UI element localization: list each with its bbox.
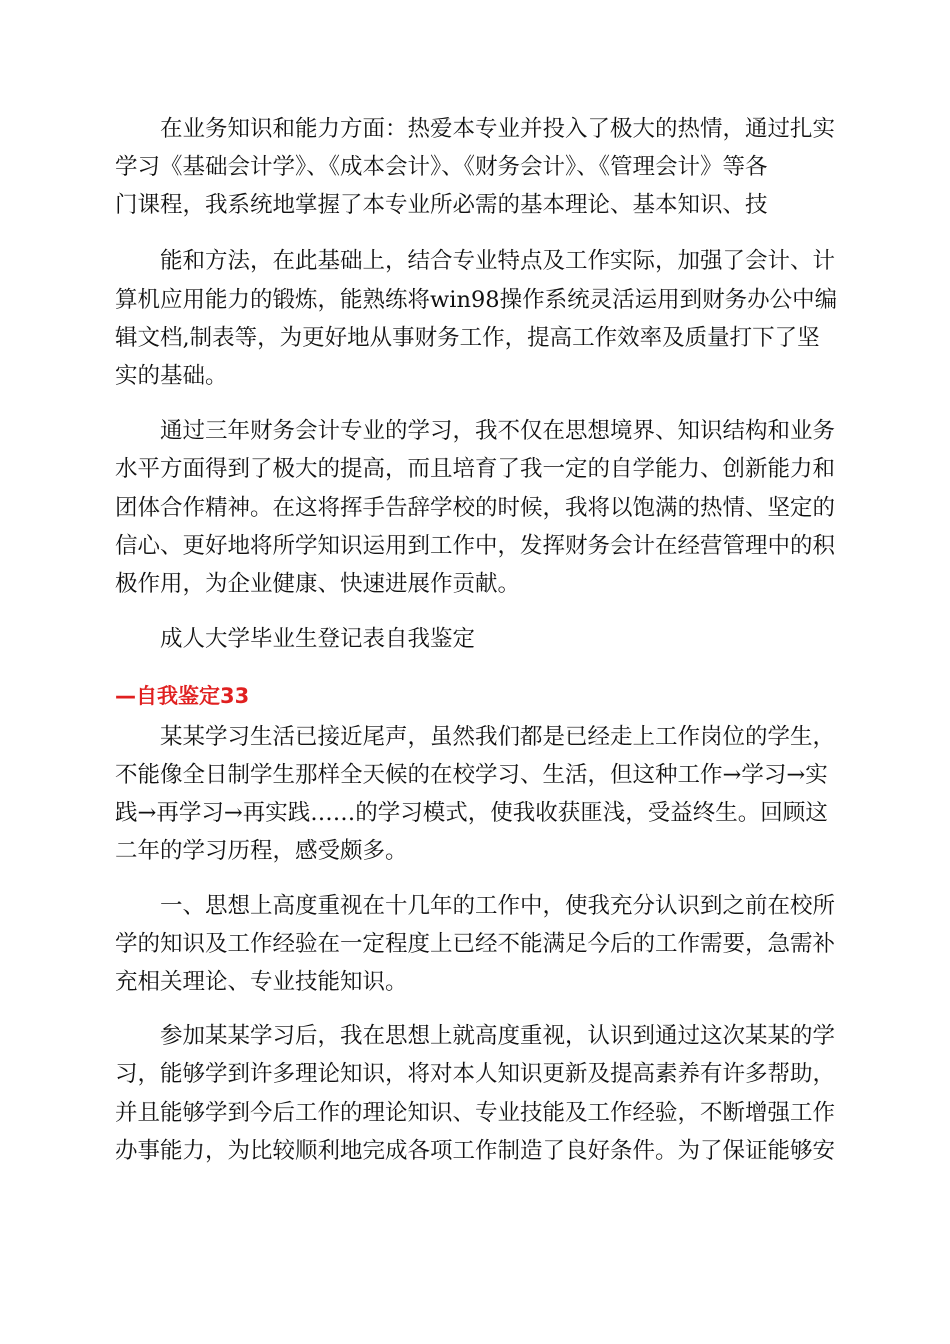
paragraph-1-line-1: 在业务知识和能力方面：热爱本专业并投入了极大的热情，通过扎实 [160,116,836,142]
paragraph-1-line-3: 门课程，我系统地掌握了本专业所必需的基本理论、基本知识、技 [115,192,768,218]
paragraph-5-line-1: 某某学习生活已接近尾声，虽然我们都是已经走上工作岗位的学生， [160,724,836,750]
paragraph-3-line-2: 水平方面得到了极大的提高，而且培育了我一定的自学能力、创新能力和 [115,456,836,482]
paragraph-7-line-2: 习，能够学到许多理论知识，将对本人知识更新及提高素养有许多帮助， [115,1061,836,1087]
paragraph-6-line-3: 充相关理论、专业技能知识。 [115,969,408,995]
paragraph-2-line-1: 能和方法，在此基础上，结合专业特点及工作实际，加强了会计、计 [160,248,836,274]
paragraph-3-line-4: 信心、更好地将所学知识运用到工作中，发挥财务会计在经营管理中的积 [115,533,836,559]
paragraph-6-line-1: 一、思想上高度重视在十几年的工作中，使我充分认识到之前在校所 [160,893,836,919]
paragraph-2-line-2: 算机应用能力的锻炼，能熟练将win98操作系统灵活运用到财务办公中编 [115,287,838,313]
paragraph-3-line-3: 团体合作精神。在这将挥手告辞学校的时候，我将以饱满的热情、坚定的 [115,495,836,521]
paragraph-5-line-2: 不能像全日制学生那样全天候的在校学习、生活，但这种工作→学习→实 [115,762,828,788]
paragraph-4-line-1: 成人大学毕业生登记表自我鉴定 [160,626,476,652]
paragraph-3-line-5: 极作用，为企业健康、快速进展作贡献。 [115,571,521,597]
section-heading: —自我鉴定33 [115,684,250,708]
paragraph-1-line-2: 学习《基础会计学》、《成本会计》、《财务会计》、《管理会计》等各 [115,154,768,180]
paragraph-3-line-1: 通过三年财务会计专业的学习，我不仅在思想境界、知识结构和业务 [160,418,836,444]
paragraph-7-line-4: 办事能力，为比较顺利地完成各项工作制造了良好条件。为了保证能够安 [115,1138,836,1164]
paragraph-2-line-4: 实的基础。 [115,363,228,389]
paragraph-7-line-1: 参加某某学习后，我在思想上就高度重视，认识到通过这次某某的学 [160,1023,836,1049]
paragraph-7-line-3: 并且能够学到今后工作的理论知识、专业技能及工作经验，不断增强工作 [115,1100,836,1126]
paragraph-6-line-2: 学的知识及工作经验在一定程度上已经不能满足今后的工作需要，急需补 [115,931,836,957]
paragraph-5-line-4: 二年的学习历程，感受颇多。 [115,838,408,864]
paragraph-2-line-3: 辑文档,制表等，为更好地从事财务工作，提高工作效率及质量打下了坚 [115,325,820,351]
paragraph-5-line-3: 践→再学习→再实践……的学习模式，使我收获匪浅，受益终生。回顾这 [115,800,828,826]
